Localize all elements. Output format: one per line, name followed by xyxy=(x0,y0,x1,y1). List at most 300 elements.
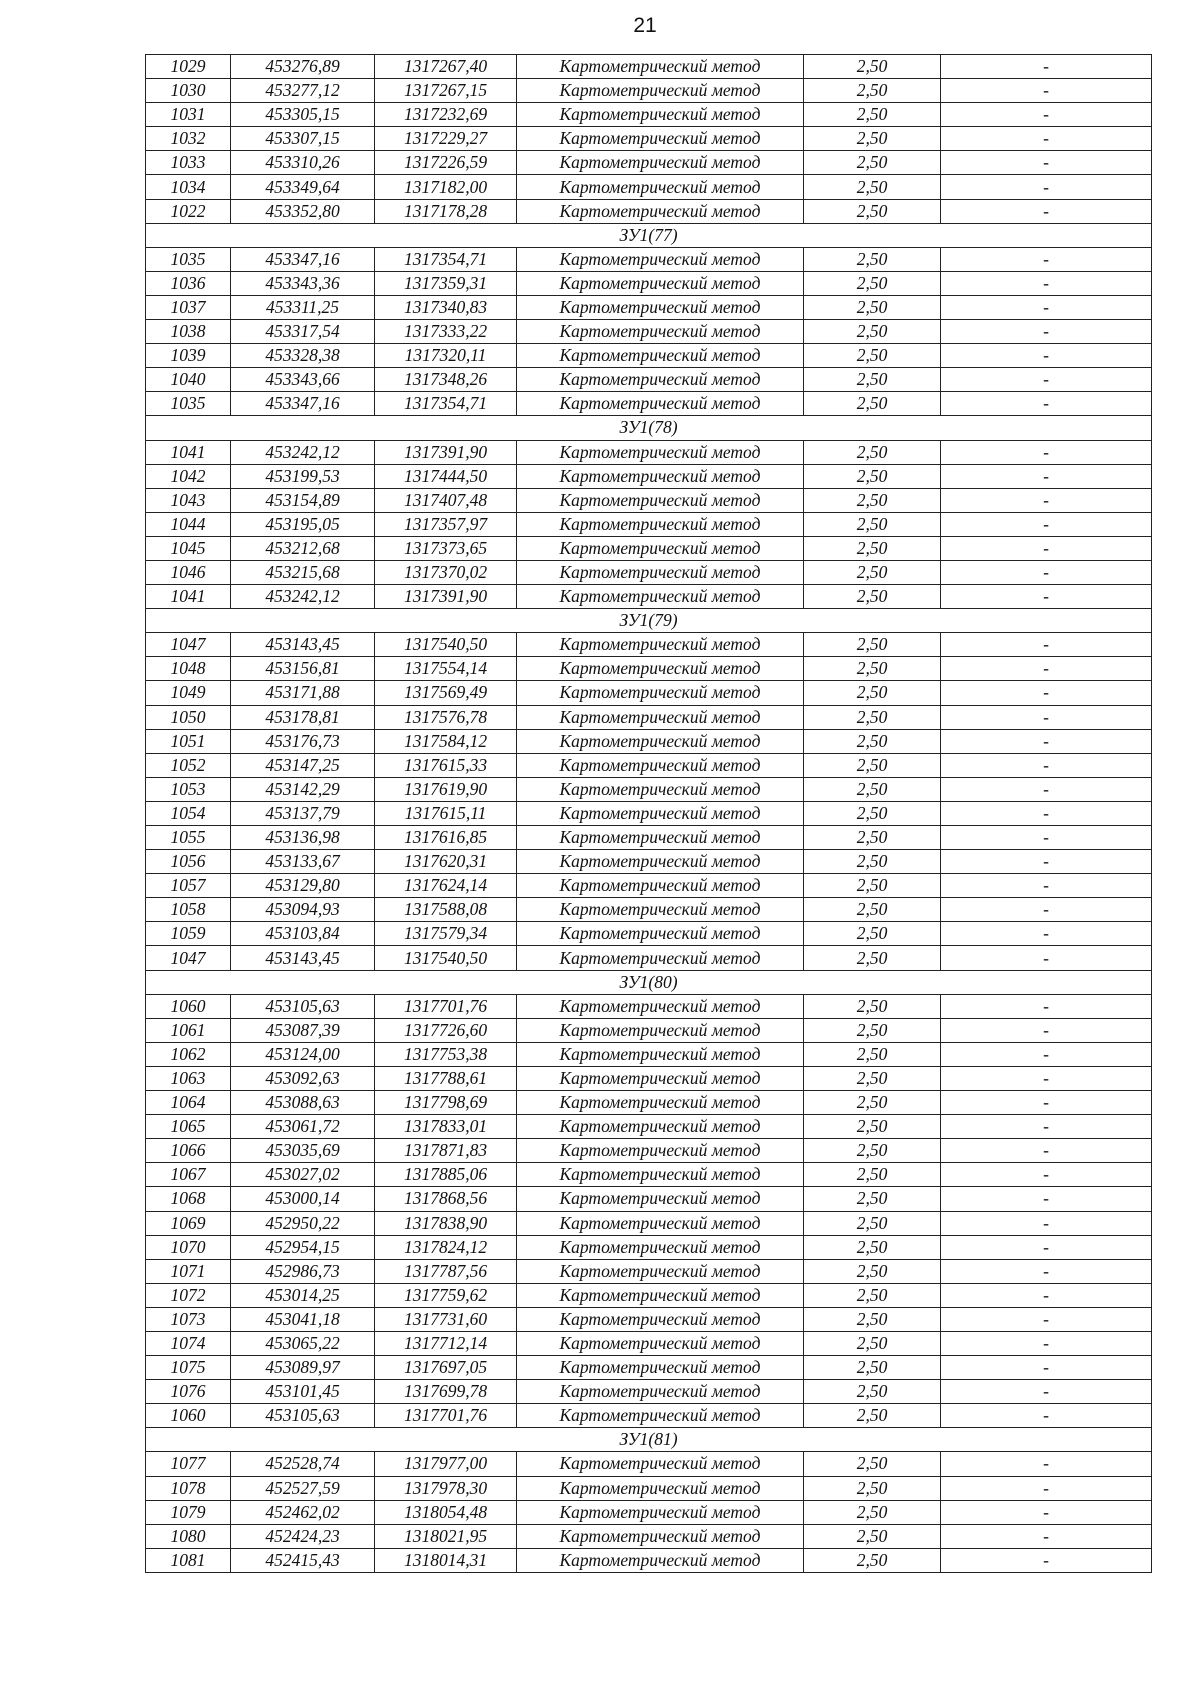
point-number-cell: 1070 xyxy=(146,1235,231,1259)
y-coordinate-cell: 1317584,12 xyxy=(375,729,517,753)
y-coordinate-cell: 1317787,56 xyxy=(375,1259,517,1283)
x-coordinate-cell: 453307,15 xyxy=(231,127,375,151)
table-row xyxy=(146,874,1152,898)
page-number: 21 xyxy=(633,14,657,37)
accuracy-cell: 2,50 xyxy=(804,344,941,368)
description-cell: - xyxy=(941,1524,1152,1548)
point-number-cell: 1035 xyxy=(146,247,231,271)
method-cell: Картометрический метод xyxy=(517,1331,804,1355)
description-cell: - xyxy=(941,1115,1152,1139)
description-cell: - xyxy=(941,777,1152,801)
accuracy-cell: 2,50 xyxy=(804,898,941,922)
accuracy-cell: 2,50 xyxy=(804,1283,941,1307)
description-cell: - xyxy=(941,1259,1152,1283)
point-number-cell: 1053 xyxy=(146,777,231,801)
method-cell: Картометрический метод xyxy=(517,199,804,223)
table-row xyxy=(146,922,1152,946)
x-coordinate-cell: 453136,98 xyxy=(231,826,375,850)
y-coordinate-cell: 1318014,31 xyxy=(375,1548,517,1572)
table-row xyxy=(146,657,1152,681)
x-coordinate-cell: 453014,25 xyxy=(231,1283,375,1307)
section-label: ЗУ1(79) xyxy=(146,609,1152,633)
x-coordinate-cell: 453143,45 xyxy=(231,946,375,970)
y-coordinate-cell: 1317616,85 xyxy=(375,826,517,850)
point-number-cell: 1066 xyxy=(146,1139,231,1163)
table-row xyxy=(146,368,1152,392)
y-coordinate-cell: 1317759,62 xyxy=(375,1283,517,1307)
point-number-cell: 1063 xyxy=(146,1066,231,1090)
point-number-cell: 1036 xyxy=(146,271,231,295)
table-row xyxy=(146,1139,1152,1163)
description-cell: - xyxy=(941,368,1152,392)
method-cell: Картометрический метод xyxy=(517,175,804,199)
y-coordinate-cell: 1317576,78 xyxy=(375,705,517,729)
description-cell: - xyxy=(941,826,1152,850)
x-coordinate-cell: 453156,81 xyxy=(231,657,375,681)
accuracy-cell: 2,50 xyxy=(804,1042,941,1066)
point-number-cell: 1067 xyxy=(146,1163,231,1187)
table-row xyxy=(146,55,1152,79)
description-cell: - xyxy=(941,247,1152,271)
point-number-cell: 1035 xyxy=(146,392,231,416)
table-row xyxy=(146,464,1152,488)
point-number-cell: 1077 xyxy=(146,1452,231,1476)
method-cell: Картометрический метод xyxy=(517,79,804,103)
method-cell: Картометрический метод xyxy=(517,512,804,536)
x-coordinate-cell: 453215,68 xyxy=(231,560,375,584)
accuracy-cell: 2,50 xyxy=(804,1259,941,1283)
point-number-cell: 1081 xyxy=(146,1548,231,1572)
y-coordinate-cell: 1317370,02 xyxy=(375,560,517,584)
method-cell: Картометрический метод xyxy=(517,1042,804,1066)
x-coordinate-cell: 453094,93 xyxy=(231,898,375,922)
table-row xyxy=(146,1548,1152,1572)
description-cell: - xyxy=(941,320,1152,344)
y-coordinate-cell: 1317701,76 xyxy=(375,1404,517,1428)
point-number-cell: 1057 xyxy=(146,874,231,898)
x-coordinate-cell: 452954,15 xyxy=(231,1235,375,1259)
method-cell: Картометрический метод xyxy=(517,585,804,609)
point-number-cell: 1049 xyxy=(146,681,231,705)
x-coordinate-cell: 453349,64 xyxy=(231,175,375,199)
table-row xyxy=(146,898,1152,922)
method-cell: Картометрический метод xyxy=(517,1548,804,1572)
table-row xyxy=(146,1066,1152,1090)
y-coordinate-cell: 1317391,90 xyxy=(375,585,517,609)
point-number-cell: 1051 xyxy=(146,729,231,753)
y-coordinate-cell: 1317540,50 xyxy=(375,946,517,970)
table-row xyxy=(146,681,1152,705)
point-number-cell: 1069 xyxy=(146,1211,231,1235)
table-row xyxy=(146,536,1152,560)
y-coordinate-cell: 1317373,65 xyxy=(375,536,517,560)
table-row xyxy=(146,1356,1152,1380)
x-coordinate-cell: 453154,89 xyxy=(231,488,375,512)
x-coordinate-cell: 453065,22 xyxy=(231,1331,375,1355)
description-cell: - xyxy=(941,874,1152,898)
description-cell: - xyxy=(941,729,1152,753)
x-coordinate-cell: 453027,02 xyxy=(231,1163,375,1187)
method-cell: Картометрический метод xyxy=(517,1500,804,1524)
y-coordinate-cell: 1317824,12 xyxy=(375,1235,517,1259)
description-cell: - xyxy=(941,1066,1152,1090)
accuracy-cell: 2,50 xyxy=(804,512,941,536)
description-cell: - xyxy=(941,103,1152,127)
accuracy-cell: 2,50 xyxy=(804,560,941,584)
point-number-cell: 1044 xyxy=(146,512,231,536)
section-label: ЗУ1(77) xyxy=(146,223,1152,247)
table-row xyxy=(146,103,1152,127)
table-row xyxy=(146,1307,1152,1331)
accuracy-cell: 2,50 xyxy=(804,440,941,464)
x-coordinate-cell: 453041,18 xyxy=(231,1307,375,1331)
accuracy-cell: 2,50 xyxy=(804,1524,941,1548)
table-row xyxy=(146,801,1152,825)
table-row xyxy=(146,344,1152,368)
method-cell: Картометрический метод xyxy=(517,536,804,560)
table-row xyxy=(146,1115,1152,1139)
y-coordinate-cell: 1317407,48 xyxy=(375,488,517,512)
point-number-cell: 1068 xyxy=(146,1187,231,1211)
y-coordinate-cell: 1317357,97 xyxy=(375,512,517,536)
accuracy-cell: 2,50 xyxy=(804,994,941,1018)
accuracy-cell: 2,50 xyxy=(804,1500,941,1524)
table-row xyxy=(146,1452,1152,1476)
method-cell: Картометрический метод xyxy=(517,1452,804,1476)
table-row xyxy=(146,777,1152,801)
table-row xyxy=(146,1187,1152,1211)
table-row xyxy=(146,994,1152,1018)
accuracy-cell: 2,50 xyxy=(804,1163,941,1187)
section-header-row xyxy=(146,1428,1152,1452)
y-coordinate-cell: 1317731,60 xyxy=(375,1307,517,1331)
y-coordinate-cell: 1317624,14 xyxy=(375,874,517,898)
accuracy-cell: 2,50 xyxy=(804,295,941,319)
description-cell: - xyxy=(941,1187,1152,1211)
description-cell: - xyxy=(941,151,1152,175)
accuracy-cell: 2,50 xyxy=(804,79,941,103)
point-number-cell: 1054 xyxy=(146,801,231,825)
x-coordinate-cell: 453147,25 xyxy=(231,753,375,777)
point-number-cell: 1045 xyxy=(146,536,231,560)
x-coordinate-cell: 453092,63 xyxy=(231,1066,375,1090)
x-coordinate-cell: 453089,97 xyxy=(231,1356,375,1380)
table-row xyxy=(146,1500,1152,1524)
method-cell: Картометрический метод xyxy=(517,1259,804,1283)
point-number-cell: 1048 xyxy=(146,657,231,681)
accuracy-cell: 2,50 xyxy=(804,1187,941,1211)
method-cell: Картометрический метод xyxy=(517,1283,804,1307)
x-coordinate-cell: 453176,73 xyxy=(231,729,375,753)
description-cell: - xyxy=(941,560,1152,584)
description-cell: - xyxy=(941,1018,1152,1042)
accuracy-cell: 2,50 xyxy=(804,368,941,392)
x-coordinate-cell: 453035,69 xyxy=(231,1139,375,1163)
table-row xyxy=(146,585,1152,609)
point-number-cell: 1030 xyxy=(146,79,231,103)
y-coordinate-cell: 1317333,22 xyxy=(375,320,517,344)
x-coordinate-cell: 453317,54 xyxy=(231,320,375,344)
point-number-cell: 1076 xyxy=(146,1380,231,1404)
y-coordinate-cell: 1317615,11 xyxy=(375,801,517,825)
y-coordinate-cell: 1317359,31 xyxy=(375,271,517,295)
x-coordinate-cell: 453242,12 xyxy=(231,585,375,609)
y-coordinate-cell: 1317391,90 xyxy=(375,440,517,464)
y-coordinate-cell: 1317620,31 xyxy=(375,850,517,874)
table-row xyxy=(146,440,1152,464)
table-row xyxy=(146,199,1152,223)
point-number-cell: 1061 xyxy=(146,1018,231,1042)
section-header-row xyxy=(146,970,1152,994)
description-cell: - xyxy=(941,1404,1152,1428)
point-number-cell: 1043 xyxy=(146,488,231,512)
x-coordinate-cell: 453277,12 xyxy=(231,79,375,103)
description-cell: - xyxy=(941,1091,1152,1115)
description-cell: - xyxy=(941,1283,1152,1307)
y-coordinate-cell: 1317354,71 xyxy=(375,392,517,416)
point-number-cell: 1062 xyxy=(146,1042,231,1066)
description-cell: - xyxy=(941,344,1152,368)
description-cell: - xyxy=(941,392,1152,416)
x-coordinate-cell: 453105,63 xyxy=(231,994,375,1018)
y-coordinate-cell: 1317579,34 xyxy=(375,922,517,946)
description-cell: - xyxy=(941,657,1152,681)
x-coordinate-cell: 453142,29 xyxy=(231,777,375,801)
y-coordinate-cell: 1317701,76 xyxy=(375,994,517,1018)
point-number-cell: 1058 xyxy=(146,898,231,922)
x-coordinate-cell: 453305,15 xyxy=(231,103,375,127)
method-cell: Картометрический метод xyxy=(517,681,804,705)
accuracy-cell: 2,50 xyxy=(804,681,941,705)
description-cell: - xyxy=(941,681,1152,705)
section-label: ЗУ1(78) xyxy=(146,416,1152,440)
description-cell: - xyxy=(941,440,1152,464)
x-coordinate-cell: 453087,39 xyxy=(231,1018,375,1042)
description-cell: - xyxy=(941,1235,1152,1259)
table-row xyxy=(146,127,1152,151)
table-row xyxy=(146,1091,1152,1115)
y-coordinate-cell: 1317229,27 xyxy=(375,127,517,151)
table-row xyxy=(146,560,1152,584)
description-cell: - xyxy=(941,295,1152,319)
description-cell: - xyxy=(941,512,1152,536)
table-row xyxy=(146,1524,1152,1548)
section-header-row xyxy=(146,609,1152,633)
accuracy-cell: 2,50 xyxy=(804,729,941,753)
x-coordinate-cell: 452415,43 xyxy=(231,1548,375,1572)
x-coordinate-cell: 453352,80 xyxy=(231,199,375,223)
y-coordinate-cell: 1317354,71 xyxy=(375,247,517,271)
accuracy-cell: 2,50 xyxy=(804,826,941,850)
y-coordinate-cell: 1317726,60 xyxy=(375,1018,517,1042)
y-coordinate-cell: 1317340,83 xyxy=(375,295,517,319)
y-coordinate-cell: 1317885,06 xyxy=(375,1163,517,1187)
method-cell: Картометрический метод xyxy=(517,753,804,777)
table-row xyxy=(146,850,1152,874)
table-row xyxy=(146,1211,1152,1235)
description-cell: - xyxy=(941,127,1152,151)
description-cell: - xyxy=(941,585,1152,609)
y-coordinate-cell: 1318021,95 xyxy=(375,1524,517,1548)
x-coordinate-cell: 453103,84 xyxy=(231,922,375,946)
y-coordinate-cell: 1317232,69 xyxy=(375,103,517,127)
accuracy-cell: 2,50 xyxy=(804,199,941,223)
x-coordinate-cell: 453000,14 xyxy=(231,1187,375,1211)
method-cell: Картометрический метод xyxy=(517,247,804,271)
section-header-row xyxy=(146,223,1152,247)
accuracy-cell: 2,50 xyxy=(804,633,941,657)
table-row xyxy=(146,79,1152,103)
point-number-cell: 1052 xyxy=(146,753,231,777)
accuracy-cell: 2,50 xyxy=(804,151,941,175)
description-cell: - xyxy=(941,922,1152,946)
method-cell: Картометрический метод xyxy=(517,1139,804,1163)
x-coordinate-cell: 453343,36 xyxy=(231,271,375,295)
y-coordinate-cell: 1317267,40 xyxy=(375,55,517,79)
description-cell: - xyxy=(941,801,1152,825)
point-number-cell: 1041 xyxy=(146,440,231,464)
x-coordinate-cell: 453242,12 xyxy=(231,440,375,464)
method-cell: Картометрический метод xyxy=(517,1211,804,1235)
method-cell: Картометрический метод xyxy=(517,1066,804,1090)
method-cell: Картометрический метод xyxy=(517,55,804,79)
table-row xyxy=(146,1331,1152,1355)
method-cell: Картометрический метод xyxy=(517,826,804,850)
description-cell: - xyxy=(941,271,1152,295)
x-coordinate-cell: 453137,79 xyxy=(231,801,375,825)
point-number-cell: 1079 xyxy=(146,1500,231,1524)
y-coordinate-cell: 1317178,28 xyxy=(375,199,517,223)
accuracy-cell: 2,50 xyxy=(804,1404,941,1428)
description-cell: - xyxy=(941,1500,1152,1524)
y-coordinate-cell: 1317699,78 xyxy=(375,1380,517,1404)
method-cell: Картометрический метод xyxy=(517,1187,804,1211)
table-row xyxy=(146,753,1152,777)
method-cell: Картометрический метод xyxy=(517,271,804,295)
method-cell: Картометрический метод xyxy=(517,1115,804,1139)
description-cell: - xyxy=(941,1042,1152,1066)
accuracy-cell: 2,50 xyxy=(804,271,941,295)
point-number-cell: 1033 xyxy=(146,151,231,175)
method-cell: Картометрический метод xyxy=(517,368,804,392)
y-coordinate-cell: 1317798,69 xyxy=(375,1091,517,1115)
table-row xyxy=(146,295,1152,319)
accuracy-cell: 2,50 xyxy=(804,585,941,609)
method-cell: Картометрический метод xyxy=(517,777,804,801)
coordinates-table-body xyxy=(146,55,1152,1573)
point-number-cell: 1064 xyxy=(146,1091,231,1115)
table-row xyxy=(146,512,1152,536)
y-coordinate-cell: 1317753,38 xyxy=(375,1042,517,1066)
method-cell: Картометрический метод xyxy=(517,850,804,874)
x-coordinate-cell: 452986,73 xyxy=(231,1259,375,1283)
point-number-cell: 1060 xyxy=(146,994,231,1018)
point-number-cell: 1038 xyxy=(146,320,231,344)
method-cell: Картометрический метод xyxy=(517,103,804,127)
point-number-cell: 1074 xyxy=(146,1331,231,1355)
description-cell: - xyxy=(941,994,1152,1018)
method-cell: Картометрический метод xyxy=(517,946,804,970)
point-number-cell: 1041 xyxy=(146,585,231,609)
table-row xyxy=(146,1476,1152,1500)
x-coordinate-cell: 453171,88 xyxy=(231,681,375,705)
description-cell: - xyxy=(941,1452,1152,1476)
description-cell: - xyxy=(941,55,1152,79)
description-cell: - xyxy=(941,1163,1152,1187)
point-number-cell: 1065 xyxy=(146,1115,231,1139)
accuracy-cell: 2,50 xyxy=(804,1307,941,1331)
method-cell: Картометрический метод xyxy=(517,898,804,922)
x-coordinate-cell: 453276,89 xyxy=(231,55,375,79)
accuracy-cell: 2,50 xyxy=(804,392,941,416)
point-number-cell: 1039 xyxy=(146,344,231,368)
y-coordinate-cell: 1317788,61 xyxy=(375,1066,517,1090)
point-number-cell: 1080 xyxy=(146,1524,231,1548)
method-cell: Картометрический метод xyxy=(517,464,804,488)
x-coordinate-cell: 453199,53 xyxy=(231,464,375,488)
y-coordinate-cell: 1317871,83 xyxy=(375,1139,517,1163)
x-coordinate-cell: 453347,16 xyxy=(231,392,375,416)
accuracy-cell: 2,50 xyxy=(804,1380,941,1404)
method-cell: Картометрический метод xyxy=(517,801,804,825)
method-cell: Картометрический метод xyxy=(517,320,804,344)
y-coordinate-cell: 1317569,49 xyxy=(375,681,517,705)
point-number-cell: 1078 xyxy=(146,1476,231,1500)
point-number-cell: 1059 xyxy=(146,922,231,946)
accuracy-cell: 2,50 xyxy=(804,753,941,777)
description-cell: - xyxy=(941,175,1152,199)
point-number-cell: 1060 xyxy=(146,1404,231,1428)
description-cell: - xyxy=(941,633,1152,657)
table-row xyxy=(146,1380,1152,1404)
table-row xyxy=(146,175,1152,199)
description-cell: - xyxy=(941,1476,1152,1500)
point-number-cell: 1047 xyxy=(146,946,231,970)
accuracy-cell: 2,50 xyxy=(804,488,941,512)
point-number-cell: 1050 xyxy=(146,705,231,729)
accuracy-cell: 2,50 xyxy=(804,536,941,560)
point-number-cell: 1022 xyxy=(146,199,231,223)
method-cell: Картометрический метод xyxy=(517,392,804,416)
y-coordinate-cell: 1317868,56 xyxy=(375,1187,517,1211)
method-cell: Картометрический метод xyxy=(517,127,804,151)
y-coordinate-cell: 1317320,11 xyxy=(375,344,517,368)
accuracy-cell: 2,50 xyxy=(804,705,941,729)
x-coordinate-cell: 453310,26 xyxy=(231,151,375,175)
x-coordinate-cell: 453105,63 xyxy=(231,1404,375,1428)
description-cell: - xyxy=(941,1380,1152,1404)
x-coordinate-cell: 452527,59 xyxy=(231,1476,375,1500)
accuracy-cell: 2,50 xyxy=(804,922,941,946)
table-row xyxy=(146,1235,1152,1259)
method-cell: Картометрический метод xyxy=(517,922,804,946)
y-coordinate-cell: 1317226,59 xyxy=(375,151,517,175)
y-coordinate-cell: 1317267,15 xyxy=(375,79,517,103)
point-number-cell: 1071 xyxy=(146,1259,231,1283)
description-cell: - xyxy=(941,946,1152,970)
method-cell: Картометрический метод xyxy=(517,1524,804,1548)
method-cell: Картометрический метод xyxy=(517,1235,804,1259)
y-coordinate-cell: 1317978,30 xyxy=(375,1476,517,1500)
table-row xyxy=(146,320,1152,344)
point-number-cell: 1075 xyxy=(146,1356,231,1380)
accuracy-cell: 2,50 xyxy=(804,1115,941,1139)
accuracy-cell: 2,50 xyxy=(804,850,941,874)
description-cell: - xyxy=(941,1211,1152,1235)
y-coordinate-cell: 1317977,00 xyxy=(375,1452,517,1476)
x-coordinate-cell: 453088,63 xyxy=(231,1091,375,1115)
method-cell: Картометрический метод xyxy=(517,1091,804,1115)
